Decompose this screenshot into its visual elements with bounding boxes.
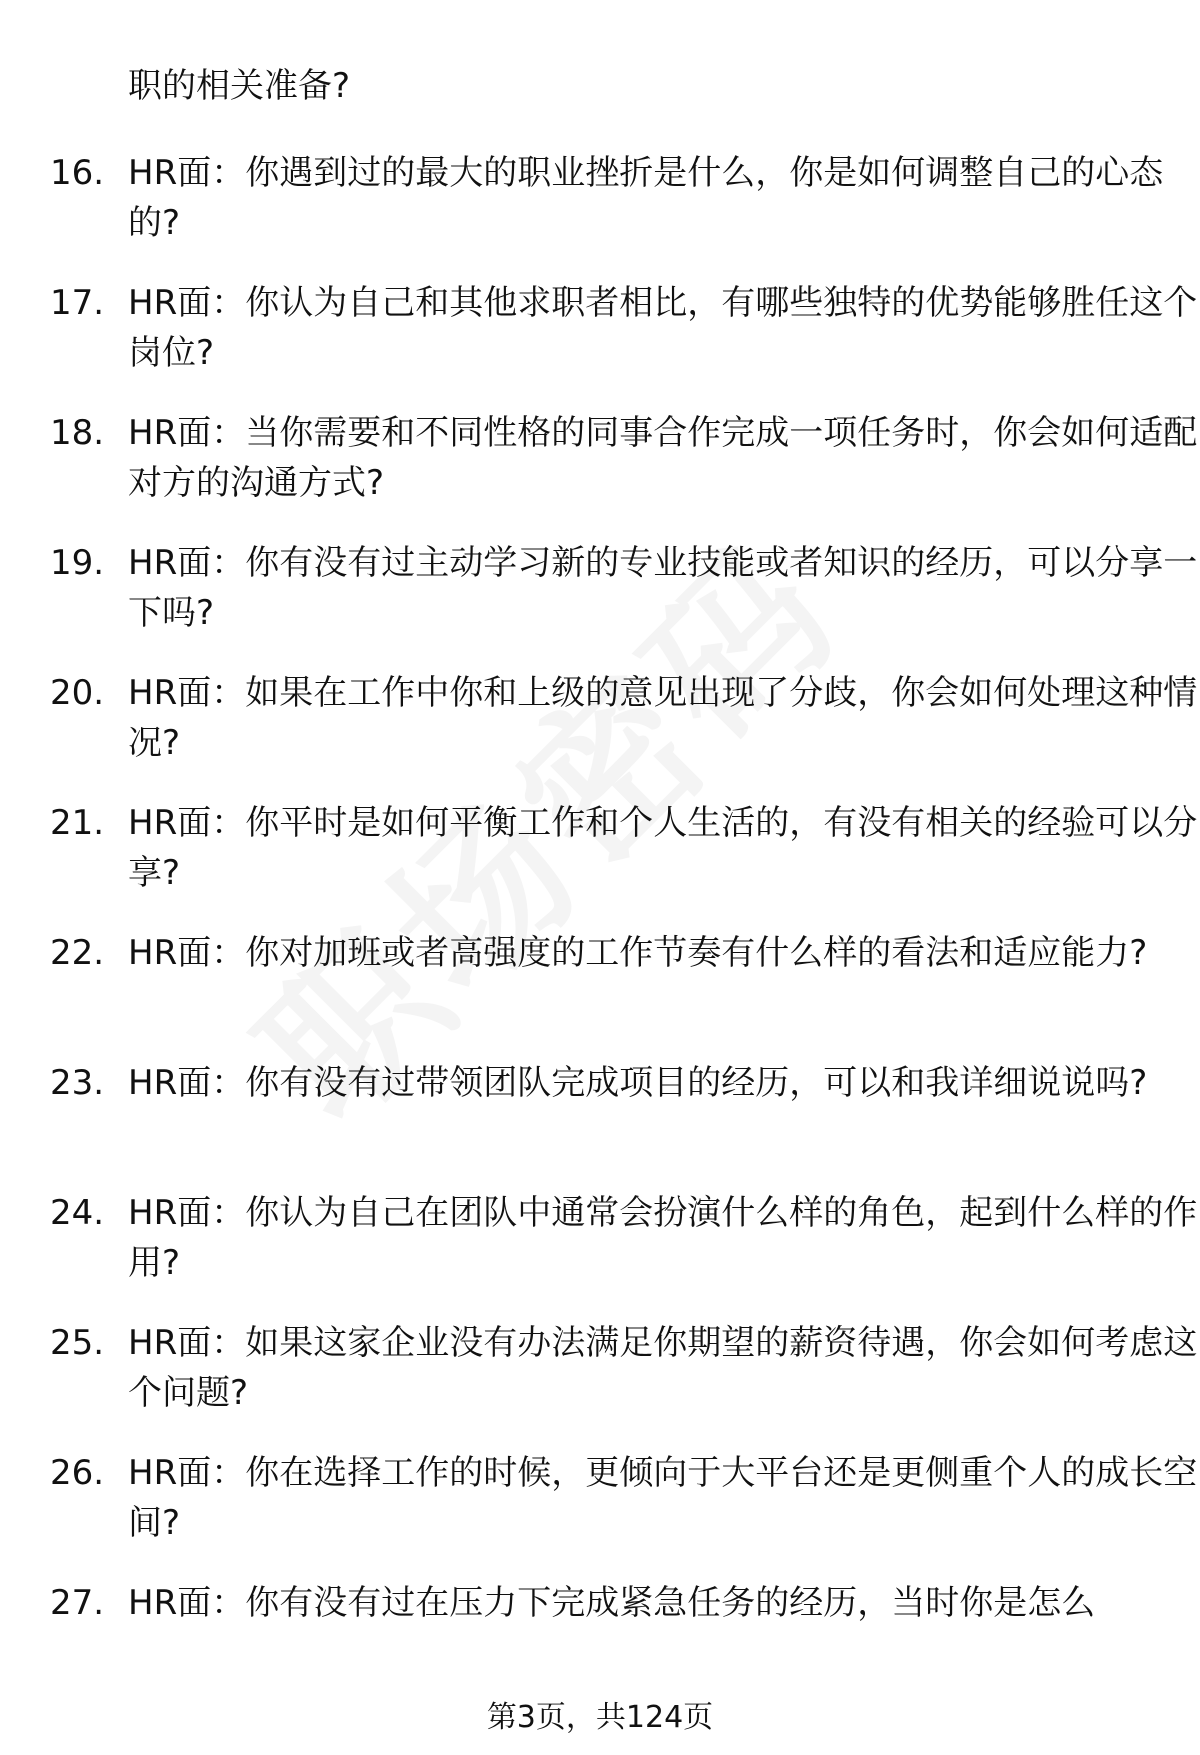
question-number: 27. — [50, 1583, 105, 1623]
question-list — [50, 148, 1198, 1708]
question-text: HR面：你认为自己在团队中通常会扮演什么样的角色，起到什么样的作用? — [128, 1193, 1198, 1283]
question-text: HR面：你对加班或者高强度的工作节奏有什么样的看法和适应能力? — [128, 933, 1148, 973]
question-number: 22. — [50, 933, 105, 973]
question-number: 24. — [50, 1193, 105, 1233]
question-number: 25. — [50, 1323, 105, 1363]
page-footer: 第3页，共124页 — [486, 1700, 714, 1735]
list-item — [50, 1448, 1198, 1578]
question-number: 20. — [50, 673, 105, 713]
question-text: HR面：如果这家企业没有办法满足你期望的薪资待遇，你会如何考虑这个问题? — [128, 1323, 1198, 1413]
list-item — [50, 928, 1160, 1058]
question-text: HR面：你平时是如何平衡工作和个人生活的，有没有相关的经验可以分享? — [128, 803, 1198, 893]
question-number: 26. — [50, 1453, 105, 1493]
question-text: HR面：你有没有过带领团队完成项目的经历，可以和我详细说说吗? — [128, 1063, 1148, 1103]
question-number: 16. — [50, 153, 105, 193]
list-item — [50, 1318, 1198, 1448]
question-number: 17. — [50, 283, 105, 323]
question-number: 19. — [50, 543, 105, 583]
list-item — [50, 538, 1198, 668]
question-number: 21. — [50, 803, 105, 843]
list-item — [50, 668, 1198, 798]
question-text: HR面：当你需要和不同性格的同事合作完成一项任务时，你会如何适配对方的沟通方式? — [128, 413, 1198, 503]
question-number: 18. — [50, 413, 105, 453]
list-item — [50, 1578, 1160, 1708]
list-item — [50, 798, 1198, 928]
continuation-text: 职的相关准备? — [128, 66, 351, 106]
list-item — [50, 1058, 1160, 1188]
question-text: HR面：你遇到过的最大的职业挫折是什么，你是如何调整自己的心态的? — [128, 153, 1164, 243]
question-number: 23. — [50, 1063, 105, 1103]
question-text: HR面：你有没有过主动学习新的专业技能或者知识的经历，可以分享一下吗? — [128, 543, 1198, 633]
list-item — [50, 278, 1198, 408]
list-item — [50, 1188, 1198, 1318]
question-text: HR面：你有没有过在压力下完成紧急任务的经历，当时你是怎么 — [128, 1583, 1096, 1623]
list-item — [50, 148, 1164, 278]
question-text: HR面：如果在工作中你和上级的意见出现了分歧，你会如何处理这种情况? — [128, 673, 1198, 763]
question-text: HR面：你认为自己和其他求职者相比，有哪些独特的优势能够胜任这个岗位? — [128, 283, 1198, 373]
list-item — [50, 408, 1198, 538]
question-text: HR面：你在选择工作的时候，更倾向于大平台还是更侧重个人的成长空间? — [128, 1453, 1198, 1543]
